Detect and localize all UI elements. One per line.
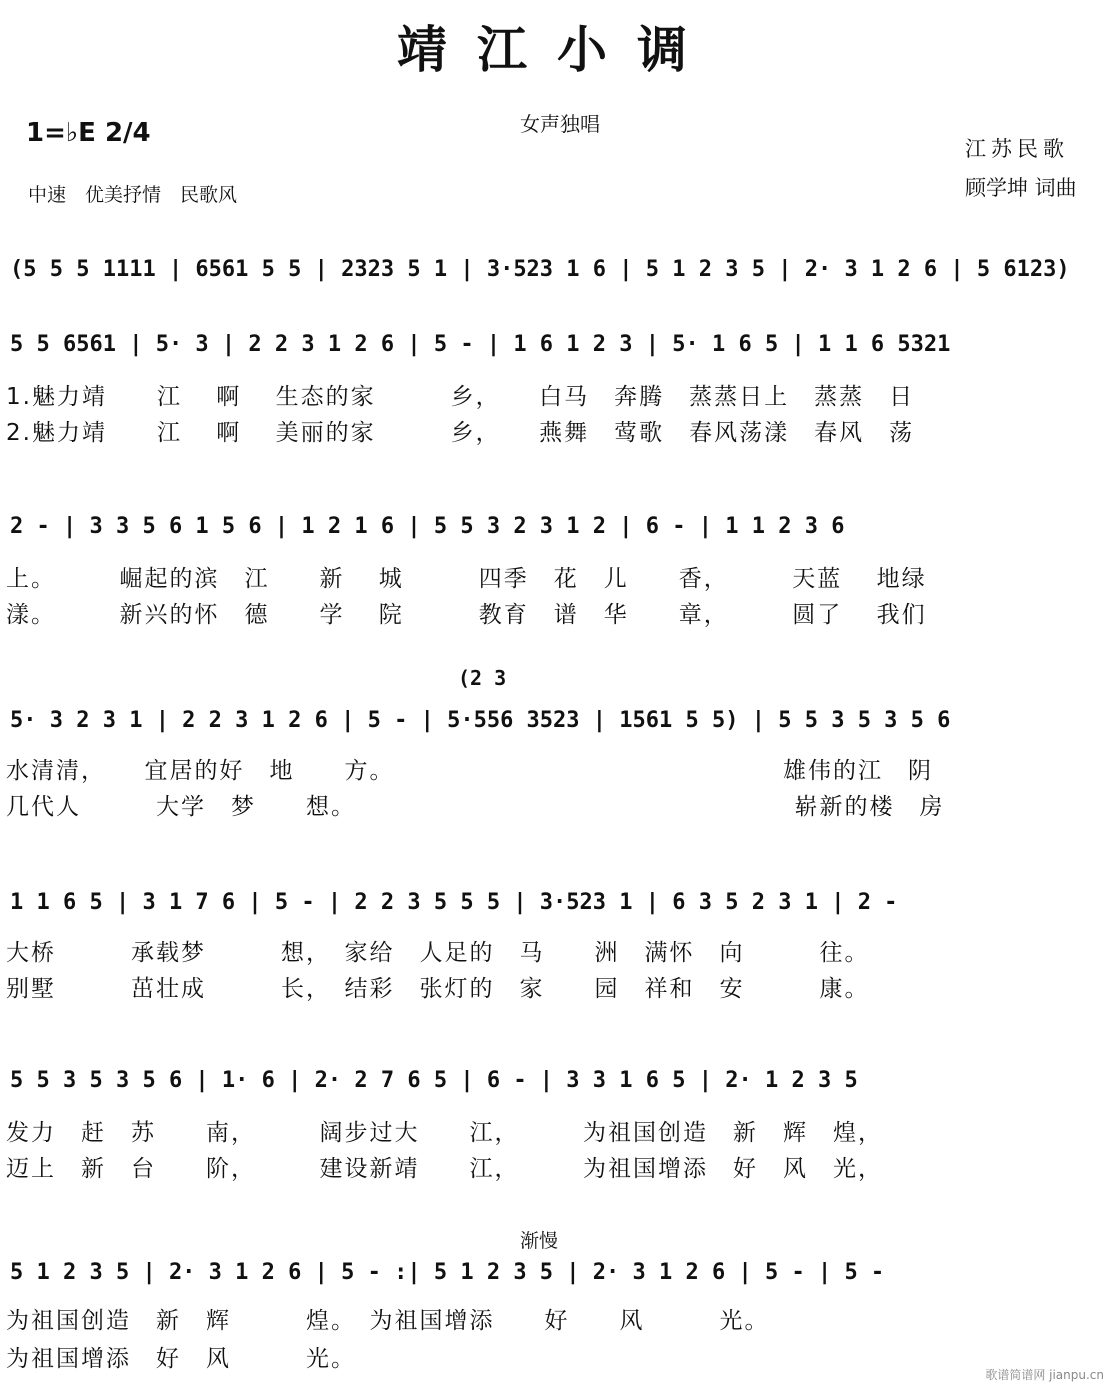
- aux-notation: (2 3: [458, 666, 507, 690]
- tempo-change: 渐慢: [520, 1230, 559, 1252]
- song-source: 江苏民歌: [965, 137, 1069, 161]
- lyric-line-3-verse-1: 上。 崛起的滨 江 新 城 四季 花 儿 香， 天蓝 地绿: [6, 566, 927, 592]
- lyric-line-2-verse-1: 1.魅力靖 江 啊 生态的家 乡， 白马 奔腾 蒸蒸日上 蒸蒸 日: [6, 384, 915, 410]
- song-author: 顾学坤 词曲: [965, 176, 1077, 200]
- lyric-line-5-verse-1: 大桥 承载梦 想， 家给 人足的 马 洲 满怀 向 往。: [6, 940, 870, 966]
- music-line-3: 2 - | 3 3 5 6 1 5 6 | 1 2 1 6 | 5 5 3 2 3 1 2 | 6 - | 1 1 2 3 6: [10, 514, 845, 539]
- lyric-line-4-verse-1: 水清清， 宜居的好 地 方。 雄伟的江 阴: [6, 758, 933, 784]
- music-line-1: (5 5 5 1111 | 6561 5 5 | 2323 5 1 | 3·523 1 6 | 5 1 2 3 5 | 2· 3 1 2 6 | 5 6123): [10, 257, 1070, 282]
- music-line-4: 5· 3 2 3 1 | 2 2 3 1 2 6 | 5 - | 5·556 3523 | 1561 5 5) | 5 5 3 5 3 5 6: [10, 708, 951, 733]
- lyric-line-5-verse-2: 别墅 茁壮成 长， 结彩 张灯的 家 园 祥和 安 康。: [6, 976, 870, 1002]
- music-line-7: 5 1 2 3 5 | 2· 3 1 2 6 | 5 - :| 5 1 2 3 5 | 2· 3 1 2 6 | 5 - | 5 -: [10, 1260, 885, 1285]
- lyric-line-7-verse-2: 为祖国增添 好 风 光。: [6, 1346, 356, 1372]
- lyric-line-7-verse-1: 为祖国创造 新 辉 煌。 为祖国增添 好 风 光。: [6, 1308, 770, 1334]
- subtitle: 女声独唱: [520, 112, 600, 136]
- site-footer: 歌谱简谱网 jianpu.cn: [985, 1368, 1104, 1382]
- music-line-5: 1 1 6 5 | 3 1 7 6 | 5 - | 2 2 3 5 5 5 | 3·523 1 | 6 3 5 2 3 1 | 2 -: [10, 890, 898, 915]
- lyric-line-6-verse-2: 迈上 新 台 阶， 建设新靖 江， 为祖国增添 好 风 光，: [6, 1156, 883, 1182]
- lyric-line-3-verse-2: 漾。 新兴的怀 德 学 院 教育 谱 华 章， 圆了 我们: [6, 602, 927, 628]
- tempo-marking: 中速 优美抒情 民歌风: [28, 184, 238, 206]
- lyric-line-2-verse-2: 2.魅力靖 江 啊 美丽的家 乡， 燕舞 莺歌 春风荡漾 春风 荡: [6, 420, 915, 446]
- lyric-line-6-verse-1: 发力 赶 苏 南， 阔步过大 江， 为祖国创造 新 辉 煌，: [6, 1120, 883, 1146]
- music-line-2: 5 5 6561 | 5· 3 | 2 2 3 1 2 6 | 5 - | 1 6 1 2 3 | 5· 1 6 5 | 1 1 6 5321: [10, 332, 951, 357]
- lyric-line-4-verse-2: 几代人 大学 梦 想。 崭新的楼 房: [6, 794, 945, 820]
- key-signature: 1=♭E 2/4: [26, 118, 151, 148]
- music-line-6: 5 5 3 5 3 5 6 | 1· 6 | 2· 2 7 6 5 | 6 - | 3 3 1 6 5 | 2· 1 2 3 5: [10, 1068, 858, 1093]
- song-title: 靖江小调: [397, 20, 717, 79]
